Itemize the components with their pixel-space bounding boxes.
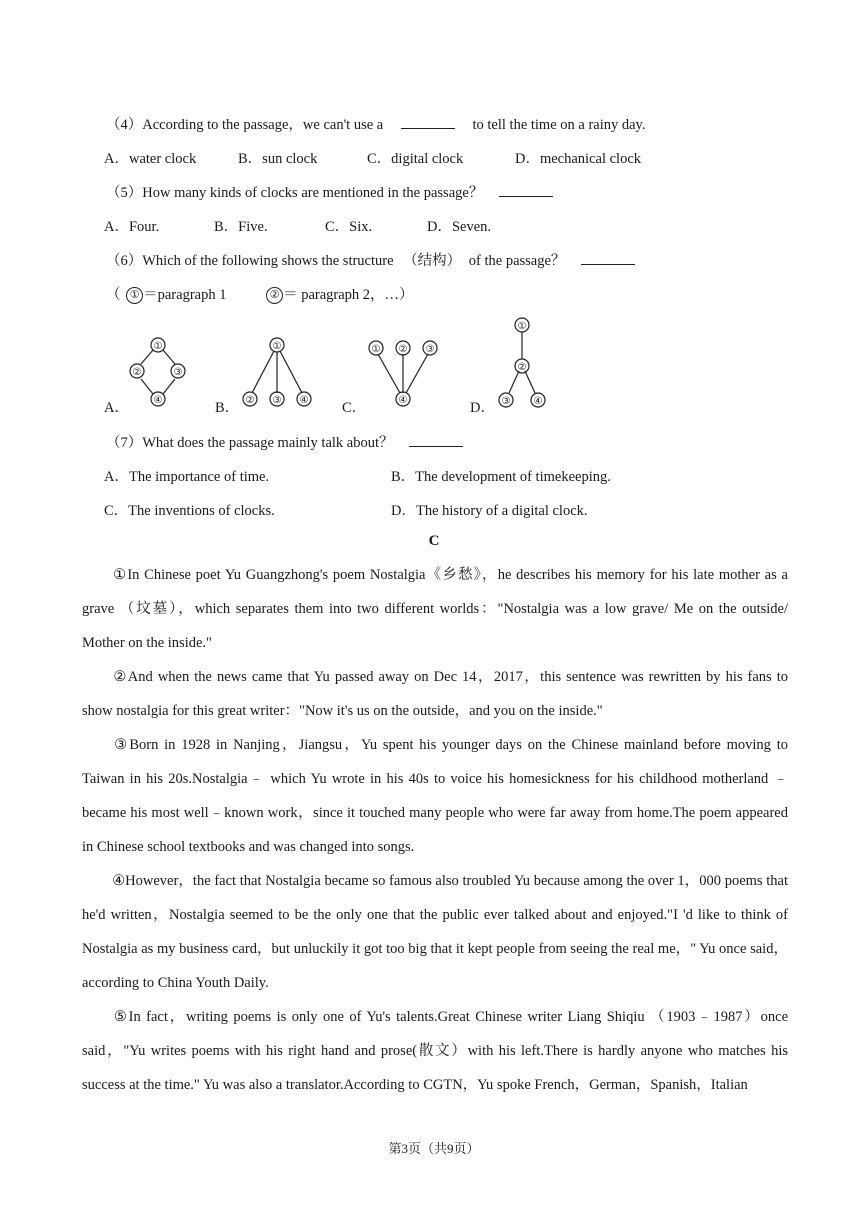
diag-b-node-1: ①	[272, 341, 282, 352]
q4-stem-text: （4）According to the passage，we can't use a	[106, 117, 384, 133]
diag-d-node-3: ③	[501, 396, 511, 407]
q7-option-b[interactable]: B．The development of timekeeping.	[391, 469, 611, 485]
q6-diagram-d[interactable]	[492, 313, 552, 413]
page-footer: 第3页（共9页）	[388, 1141, 480, 1156]
paragraph-1-text: ①In Chinese poet Yu Guangzhong's poem Nostalgia《乡愁》，he describes his memory for his late mother as a grave （坟墓），which separates them into two different worlds："Nostalgia was a low grave/ Me on the outside/ Mother on the inside."	[82, 567, 788, 651]
circled-one-icon	[126, 287, 143, 304]
q4-option-d[interactable]: D．mechanical clock	[515, 151, 642, 167]
q6-option-d-label[interactable]: D．	[470, 400, 495, 416]
q4-stem	[106, 113, 646, 134]
diag-b-node-2: ②	[245, 395, 255, 406]
q4-option-a[interactable]: A．water clock	[104, 151, 197, 167]
diag-a-node-4: ④	[153, 395, 163, 406]
q6-diagram-c[interactable]	[364, 336, 444, 412]
diag-d-node-1: ①	[517, 321, 527, 332]
q7-stem-text: （7）What does the passage mainly talk about？	[106, 435, 394, 451]
q6-diagram-a[interactable]	[126, 336, 190, 412]
paragraph-5	[82, 1000, 788, 1102]
diag-b-node-3: ③	[272, 395, 282, 406]
section-title: C	[428, 533, 440, 549]
q6-note-2: ＝ paragraph 2，…）	[283, 287, 414, 303]
q7-option-c[interactable]: C．The inventions of clocks.	[104, 503, 275, 519]
q6-note-1: ＝paragraph 1	[143, 287, 227, 303]
q4-option-b[interactable]: B．sun clock	[238, 151, 318, 167]
q6-answer-blank[interactable]	[581, 263, 635, 265]
q5-option-d[interactable]: D．Seven.	[427, 219, 492, 235]
q5-stem-text: （5）How many kinds of clocks are mentioned in the passage？	[106, 185, 484, 201]
q6-diagram-b[interactable]	[238, 336, 318, 412]
q7-answer-blank[interactable]	[409, 445, 463, 447]
q7-option-d[interactable]: D．The history of a digital clock.	[391, 503, 588, 519]
paragraph-4	[82, 864, 788, 1000]
q6-note	[106, 283, 414, 304]
q6-stem	[106, 249, 635, 270]
diag-c-node-2: ②	[398, 344, 408, 355]
paragraph-2	[82, 660, 788, 728]
q6-stem-b: （结构）	[403, 253, 462, 269]
paragraph-4-text: ④However，the fact that Nostalgia became so famous also troubled Yu because among the over 1，000 poems that he'd written，Nostalgia seemed to be the only one that the public ever talked about and enjoyed."I 'd like to think of Nostalgia as my business card，but unluckily it got too big that it kept people from seeing the real me，" Yu once said，according to China Youth Daily.	[82, 873, 788, 991]
q6-option-b-label[interactable]: B．	[215, 400, 240, 416]
q4-stem-after: to tell the time on a rainy day.	[472, 117, 646, 133]
circled-two-label: ②	[269, 289, 280, 302]
circled-one-label: ①	[129, 289, 140, 302]
q6-stem-a: （6）Which of the following shows the structure	[106, 253, 394, 269]
diag-d-node-2: ②	[517, 362, 527, 373]
diag-b-node-4: ④	[299, 395, 309, 406]
paragraph-3-text: ③Born in 1928 in Nanjing，Jiangsu，Yu spent his younger days on the Chinese mainland before moving to Taiwan in his 20s.Nostalgia﹣ which Yu wrote in his 40s to voice his homesickness for his childhood motherland ﹣ became his most well﹣known work，since it touched many people who were far away from home.The poem appeared in Chinese school textbooks and was changed into songs.	[82, 737, 789, 855]
q4-answer-blank[interactable]	[401, 127, 455, 129]
diag-c-node-1: ①	[371, 344, 381, 355]
q6-note-open: （	[106, 287, 121, 303]
q7-option-a[interactable]: A．The importance of time.	[104, 469, 270, 485]
diag-c-node-3: ③	[425, 344, 435, 355]
q4-option-c[interactable]: C．digital clock	[367, 151, 464, 167]
paragraph-3	[82, 728, 788, 864]
q5-answer-blank[interactable]	[499, 195, 553, 197]
q7-stem	[106, 431, 463, 452]
diag-a-node-1: ①	[153, 341, 163, 352]
diag-a-node-3: ③	[173, 367, 183, 378]
circled-two-icon	[266, 287, 283, 304]
paragraph-1	[82, 558, 788, 660]
q5-option-a[interactable]: A．Four.	[104, 219, 160, 235]
q5-stem	[106, 181, 553, 202]
q6-stem-c: of the passage？	[468, 253, 566, 269]
diag-d-node-4: ④	[533, 396, 543, 407]
paragraph-5-text: ⑤In fact，writing poems is only one of Yu's talents.Great Chinese writer Liang Shiqiu （1903﹣1987）once said，"Yu writes poems with his right hand and prose(散文）with his left.There is hardly anyone who matches his success at the time." Yu was also a translator.According to CGTN，Yu spoke French，German，Spanish，Italian	[82, 1009, 788, 1093]
q6-option-c-label[interactable]: C．	[342, 400, 367, 416]
diag-a-node-2: ②	[132, 367, 142, 378]
q5-option-c[interactable]: C．Six.	[325, 219, 373, 235]
diag-c-node-4: ④	[398, 395, 408, 406]
q5-option-b[interactable]: B．Five.	[214, 219, 268, 235]
q6-option-a-label[interactable]: A．	[104, 400, 129, 416]
paragraph-2-text: ②And when the news came that Yu passed away on Dec 14，2017，this sentence was rewritten by his fans to show nostalgia for this great writer："Now it's us on the outside，and you on the inside."	[82, 669, 788, 719]
